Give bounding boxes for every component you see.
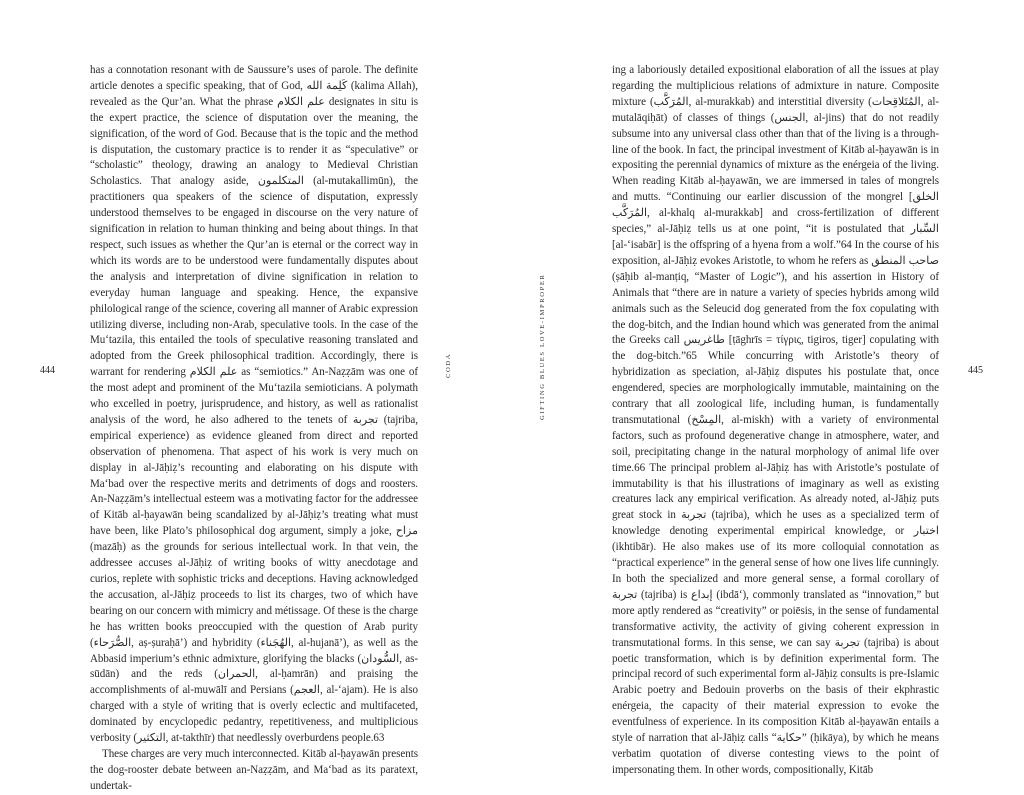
page-number: 444 [40,365,55,376]
page-number: 445 [968,365,983,376]
paragraph: ing a laboriously detailed expositional elaboration of all the issues at play regarding the multiplicious relations of admixture in nature. Composite mixture (المُرَكَّب, al-murakkab) and interstitial diversity (المُتَلاقِحات, al-mutalāqiḥāt) of classes of things (الجنس, al-jins) that do not readily subsume into any universal class other than that of the living is a through-line of the book. In fact, the principal investment of Kitāb al-ḥayawān is in expositing the perennial dynamics of mixture as the enérgeia of the living. When reading Kitāb al-ḥayawān, we are immersed in tales of mongrels and mutts. “Continuing our earlier discussion of the mongrel [الخلق المُرَكَّب, al-khalq al-murakkab] and cross-fertilization of different species,” al-Jāḥiẓ tells us at one point, “it is postulated that السِّبار [al-‘isabār] is the offspring of a hyena from a wolf.”64 In the course of his exposition, al-Jāḥiẓ evokes Aristotle, to whom he refers as صاحب المنطق (ṣāḥib al-manṭiq, “Master of Logic”), and his assertion in History of Animals that “there are in nature a variety of species hybrids among wild animals such as the Seleucid dog generated from the fox copulating with the dog-bitch, and the Indian hound which was generated from the animal the Greeks call طاغريس [ṭāghrīs = τίγρις, tigiros, tiger] copulating with the dog-bitch.”65 While concurring with Aristotle’s theory of hybridization as speciation, al-Jāḥiẓ disputes his postulate that, once engendered, species are morphologically immutable, maintaining on the contrary that all zoological life, including human, is fundamentally transmutational (المِسْخ, al-miskh) with a variety of environmental factors, such as profound degenerative change in atmosphere, water, and soil, precipitating change in the natural morphology of animal life over time.66 The principal problem al-Jāḥiẓ has with Aristotle’s postulate of immutability is that his illustrations of imaginary as well as existing creatures lack any empirical verification. As already noted, al-Jāḥiẓ puts great stock in تجربة (tajriba), which he uses as a specialized term of knowledge denoting experimental empirical knowledge, or اختبار (ikhtibār). He also makes use of its more colloquial connotation as “practical experience” in the general sense of how one lives life cunningly. In both the specialized and more general sense, a formal corollary of تجربة (tajriba) is إبداع (ibdā‘), commonly translated as “innovation,” but more aptly rendered as “creativity” or poiēsis, in the sense of fundamental transformative activity, the activity of giving coherent expression in transmutational forms. In this sense, we can say تجربة (tajriba) is about poetic transformation, which is by definition experimental form. The principal record of such experimental form al-Jāḥiẓ consults is pre-Islamic Arabic poetry and Bedouin proverbs on the basis of their ekphrastic enérgeia, the capacity of their material expression to evoke the eventfulness of experience. In its composition Kitāb al-ḥayawān entails a style of narration that al-Jāḥiẓ calls “حكاية” (ḥikāya), by which he means verbatim quotation of diverse contesting views to the point of impersonating them. In other words, compositionally, Kitāb [612,64,940,776]
running-head: GIFTING BLUES LOVE-IMPROPER [539,273,546,420]
paragraph: These charges are very much interconnected. Kitāb al-ḥayawān presents the dog-rooster debate between an-Naẓẓām, and Ma‘bad as its paratext, undertak- [90,747,418,792]
left-text-column [90,63,418,795]
paragraph: has a connotation resonant with de Saussure’s uses of parole. The definite article denotes a specific speaking, that of God, كَلِمة الله (kalima Allah), revealed as the Qur’an. What the phrase علم الكلام designates in situ is the expert practice, the science of disputation over the meaning, the signification, of the word of God. Because that is the topic and the method is disputation, the customary practice is to render it as “speculative” or “scholastic” theology, drawing an analogy to Medieval Christian Scholastics. That analogy aside, المتكلمون (al-mutakallimūn), the practitioners qua speakers of the science of disputation, expressly understood themselves to be engaged in discourse on the very nature of signification in relation to human thinking and being about things. In that respect, such issues as whether the Qur’an is eternal or the correct way in which its words are to be understood were fundamentally disputes about the analysis and interpretation of divine signification in relation to everyday human language and speaking. Hence, the expansive philological range of the science, covering all manner of Arabic expression utilizing diverse, including non-Arab, speculative tools. In the case of the Mu‘tazila, this entailed the tools of speculative reasoning translated and adopted from the Greek philosophical tradition. Accordingly, there is warrant for rendering علم الكلام as “semiotics.” An-Naẓẓām was one of the most adept and prominent of the Mu‘tazila semioticians. A polymath who excelled in poetry, jurisprudence, and history, as well as rationalist analysis of the word, he also adhered to the tenets of تجربة (tajriba, empirical experience) as evidence gleaned from direct and reported observation of phenomena. That aspect of his work is very much on display in al-Jāḥiẓ’s recounting and elaborating on his dispute with Ma‘bad over the respective merits and detriments of dogs and roosters. An-Naẓẓām’s intellectual esteem was a motivating factor for the addressee of Kitāb al-ḥayawān being scandalized by al-Jāḥiẓ’s treating what must have been, like Plato’s philosophical dog argument, simply a joke, مزاح (mazāḥ) as the grounds for serious intellectual work. In that vein, the addressee accuses al-Jāḥiẓ of writing books of witty anecdotage and curios, replete with sophistic tricks and deceptions. Having acknowledged the accusation, al-Jāḥiẓ proceeds to list its charges, two of which have bearing on our concern with mimicry and métissage. Of these is the charge he has written books preoccupied with the question of Arab purity (الصُّرَحاء, aṣ-ṣuraḥā’) and hybridity (الهُجَناء, al-hujanā’), as well as the Abbasid imperium’s ethnic admixture, glorifying the blacks (السُّودان, as-sūdān) and the reds (الحمران, al-ḥamrān) and praising the accomplishments of al-muwālī and Persians (العجم, al-‘ajam). He is also charged with a style of writing that is overly eclectic and multifaceted, dominated by encyclopedic pedantry, repetitiveness, and multiplicious verbosity (التكثير, at-takthīr) that needlessly overburdens people.63 [90,64,419,745]
right-page [512,0,1024,776]
running-head: CODA [445,352,452,378]
left-page [0,0,512,792]
right-text-column [612,63,939,779]
